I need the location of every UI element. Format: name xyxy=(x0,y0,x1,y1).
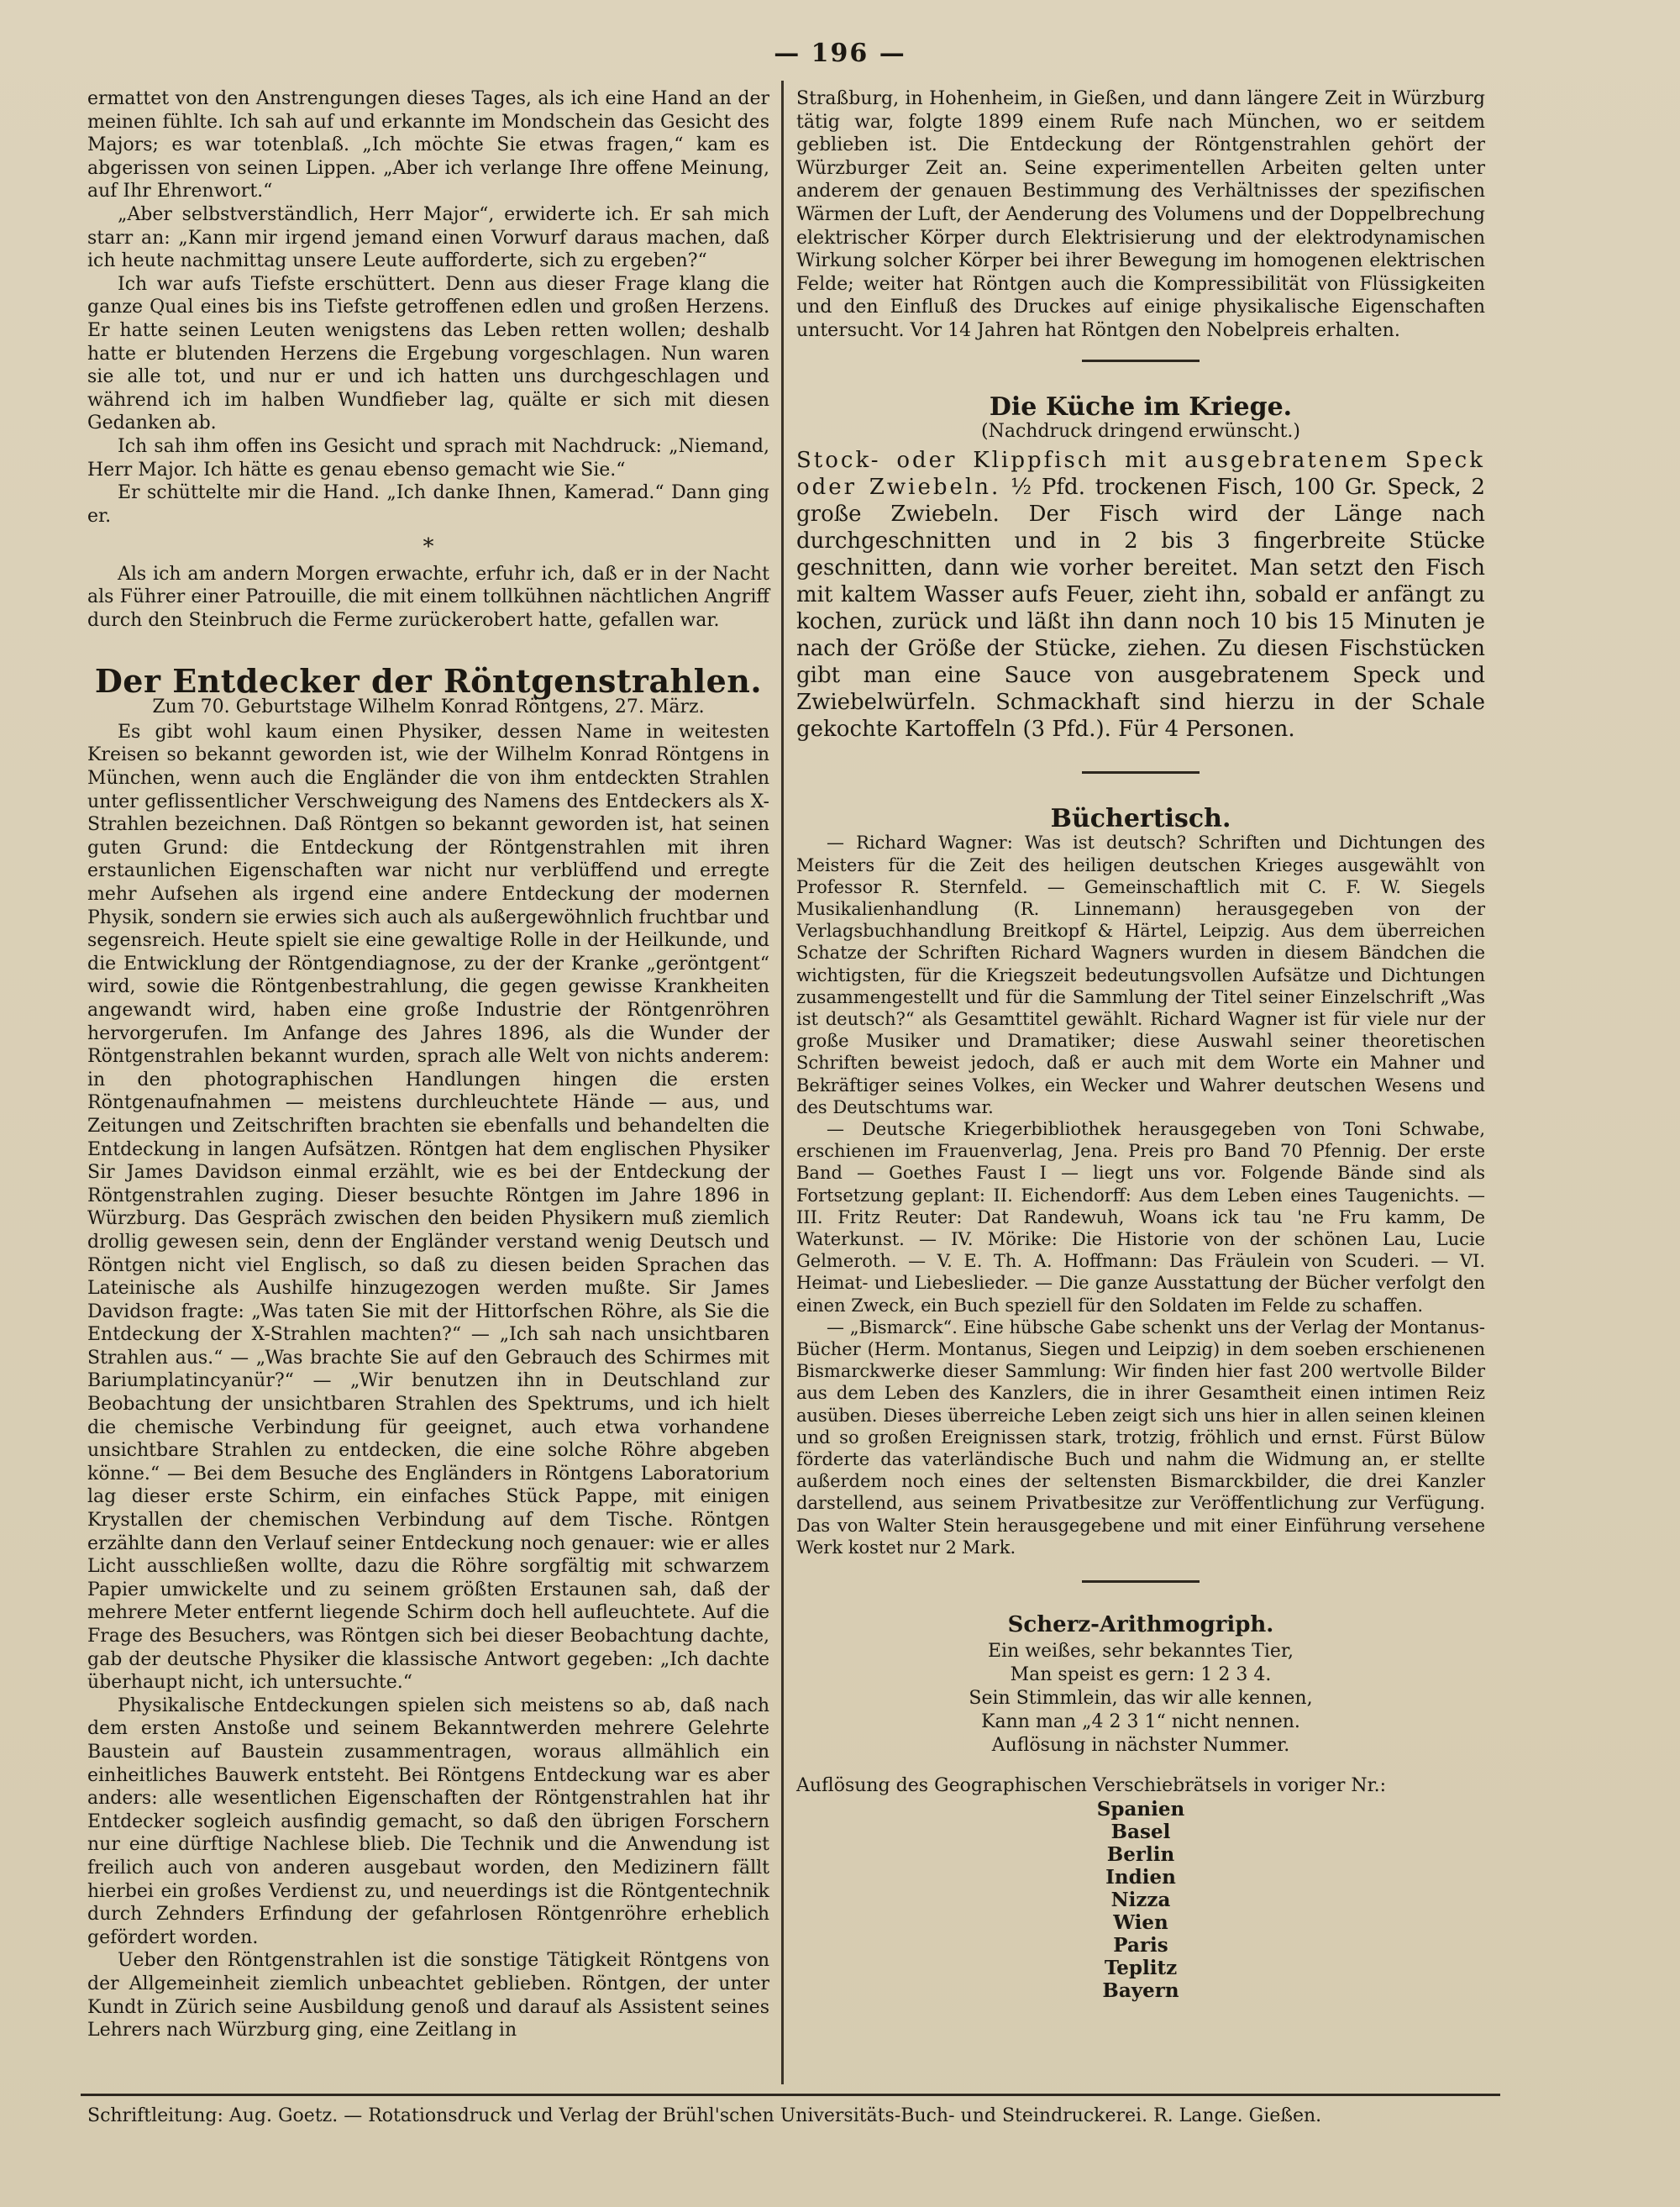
left-column xyxy=(87,87,769,2042)
right-column xyxy=(796,87,1485,2002)
puzzle-section xyxy=(796,1613,1485,1758)
story-paragraph: Er schüttelte mir die Hand. „Ich danke Ihnen, Kamerad.“ Dann ging er. xyxy=(87,482,769,527)
books-section xyxy=(796,832,1485,1558)
article-paragraph: Ueber den Röntgenstrahlen ist die sonstige Tätigkeit Röntgens von der Allgemeinheit ziemlich unbeachtet geblieben. Röntgen, der unter Kundt in Zürich seine Ausbildung genoß und darauf als Assistent seines Lehrers nach Würzburg ging, eine Zeitlang in xyxy=(87,1950,769,2041)
solution-word: Spanien xyxy=(1096,1797,1185,1821)
book-review: — Richard Wagner: Was ist deutsch? Schriften und Dichtungen des Meisters für die Zeit des heiligen deutschen Krieges ausgewählt von Professor R. Sternfeld. — Gemeinschaftlich mit C. F. W. Siegels Musikalienhandlung (R. Linnemann) herausgegeben von der Verlagsbuchhandlung Breitkopf & Härtel, Leipzig. Aus dem überreichen Schatze der Schriften Richard Wagners wurden in diesem Bändchen die wichtigsten, für die Kriegszeit bedeutungsvollen Aufsätze und Dichtungen zusammengestellt und für die Sammlung der Titel seiner Einzelschrift „Was ist deutsch?“ als Gesamttitel gewählt. Richard Wagner ist für viele nur der große Musiker und Dramatiker; diese Auswahl seiner theoretischen Schriften beweist jedoch, daß er auch mit dem Worte ein Mahner und Bekräftiger seines Volkes, ein Wecker und Wahrer deutschen Wesens und des Deutschtums war. xyxy=(796,833,1485,1117)
article-continued: Straßburg, in Hohenheim, in Gießen, und dann längere Zeit in Würzburg tätig war, folgte 1899 einem Rufe nach München, wo er seitdem geblieben ist. Die Entdeckung der Röntgenstrahlen gehört der Würzburger Zeit an. Seine experimentellen Arbeiten gelten unter anderem der genauen Bestimmung des Verhältnisses der spezifischen Wärmen der Luft, der Aenderung des Volumens und der Doppelbrechung elektrischer Körper durch Elektrisierung und der elektrodynamischen Wirkung solcher Körper bei ihrer Bewegung im homogenen elektrischen Felde; weiter hat Röntgen auch die Kompressibilität von Flüssigkeiten und den Einfluß des Druckes auf einige physikalische Eigenschaften untersucht. Vor 14 Jahren hat Röntgen den Nobelpreis erhalten. xyxy=(796,88,1485,341)
imprint-footer: Schriftleitung: Aug. Goetz. — Rotationsdruck und Verlag der Brühl'schen Universitäts-Buch- und Steindruckerei. R. Lange. Gießen. xyxy=(87,2105,1322,2126)
puzzle-line: Auflösung in nächster Nummer. xyxy=(991,1735,1290,1757)
recipe-block xyxy=(796,447,1485,743)
story-paragraph: ermattet von den Anstrengungen dieses Tages, als ich eine Hand an der meinen fühlte. Ich sah auf und erkannte im Mondschein das Gesicht des Majors; es war totenblaß. „Ich möchte Sie etwas fragen,“ kam es abgerissen von seinen Lippen. „Aber ich verlange Ihre offene Meinung, auf Ihr Ehrenwort.“ xyxy=(87,88,769,202)
story-end: Als ich am andern Morgen erwachte, erfuhr ich, daß er in der Nacht als Führer einer Patrouille, die mit einem tollkühnen nächtlichen Angriff durch den Steinbruch die Ferme zurückerobert hatte, gefallen war. xyxy=(87,563,769,632)
footer-rule xyxy=(81,2094,1500,2096)
article-subtitle: Zum 70. Geburtstage Wilhelm Konrad Röntgens, 27. März. xyxy=(152,696,705,718)
puzzle-title: Scherz-Arithmogriph. xyxy=(1007,1612,1274,1638)
solution-word: Indien xyxy=(1105,1865,1176,1889)
solution-word: Berlin xyxy=(1106,1842,1175,1866)
book-review: — „Bismarck“. Eine hübsche Gabe schenkt uns der Verlag der Montanus-Bücher (Herm. Montanus, Siegen und Leipzig) in dem soeben erschienenen Bismarckwerke dieser Sammlung: Wir finden hier fast 200 wertvolle Bilder aus dem Leben des Kanzlers, die in ihrer Gesamtheit einen intimen Reiz ausüben. Dieses überreiche Leben zeigt sich uns hier in allen seinen kleinen und so großen Ereignissen stark, trotzig, fröhlich und ernst. Fürst Bülow förderte das vaterländische Buch und nahm die Widmung an, er stellte außerdem noch eines der seltensten Bismarckbilder, die drei Kanzler darstellend, aus seinem Privatbesitze zur Veröffentlichung zur Verfügung. Das von Walter Stein herausgegebene und mit einer Einführung versehene Werk kostet nur 2 Mark. xyxy=(796,1316,1485,1558)
puzzle-line: Sein Stimmlein, das wir alle kennen, xyxy=(969,1688,1313,1710)
solution-word: Teplitz xyxy=(1104,1956,1178,1979)
solution-word: Nizza xyxy=(1110,1888,1171,1911)
page-number: — 196 — xyxy=(774,39,906,68)
solution-word: Wien xyxy=(1113,1910,1168,1934)
recipe-text: ½ Pfd. trockenen Fisch, 100 Gr. Speck, 2 große Zwiebeln. Der Fisch wird der Länge nach durchgeschnitten und in 2 bis 3 fingerbreite Stücke geschnitten, dann wie vorher bereitet. Man setzt den Fisch mit kaltem Wasser aufs Feuer, zieht ihn, sobald er anfängt zu kochen, zurück und läßt ihn dann noch 10 bis 15 Minuten je nach der Größe der Stücke, ziehen. Zu diesen Fischstücken gibt man eine Sauce von ausgebratenem Speck und Zwiebelwürfeln. Schmackhaft sind hierzu in der Schale gekochte Kartoffeln (3 Pfd.). Für 4 Personen. xyxy=(796,474,1485,742)
solution-word: Basel xyxy=(1110,1820,1171,1843)
section-rule xyxy=(1082,360,1200,362)
kitchen-title: Die Küche im Kriege. xyxy=(989,391,1293,422)
story-paragraph: „Aber selbstverständlich, Herr Major“, erwiderte ich. Er sah mich starr an: „Kann mir irgend jemand einen Vorwurf daraus machen, daß ich heute nachmittag unsere Leute aufforderte, sich zu ergeben?“ xyxy=(87,203,769,272)
solution-word: Paris xyxy=(1113,1933,1168,1957)
section-rule xyxy=(1082,1580,1200,1583)
article-title: Der Entdecker der Röntgenstrahlen. xyxy=(94,661,763,700)
solution-list xyxy=(796,1798,1485,2002)
kitchen-note: (Nachdruck dringend erwünscht.) xyxy=(981,421,1300,443)
column-divider xyxy=(781,81,784,2084)
recipe-dish: Stock- oder Klippfisch mit ausgebratenem Speck oder Zwiebeln. xyxy=(796,447,1485,500)
section-rule xyxy=(1082,771,1200,774)
puzzle-line: Man speist es gern: 1 2 3 4. xyxy=(1010,1664,1272,1686)
article-paragraph: Physikalische Entdeckungen spielen sich meistens so ab, daß nach dem ersten Anstoße und seinem Bekanntwerden mehrere Gelehrte Baustein auf Baustein zusammentragen, woraus allmählich ein einheitliches Bauwerk entsteht. Bei Röntgens Entdeckung war es aber anders: alle wesentlichen Eigenschaften der Röntgenstrahlen hat ihr Entdecker sogleich ausfindig gemacht, so daß den übrigen Forschern nur eine dürftige Nachlese blieb. Die Technik und die Anwendung ist freilich auch von anderen ausgebaut worden, den Medizinern fällt hierbei ein großes Verdienst zu, und neuerdings ist die Röntgentechnik durch Zehnders Erfindung der gefahrlosen Röntgenröhre erheblich gefördert worden. xyxy=(87,1695,769,1948)
story-paragraph: Ich war aufs Tiefste erschüttert. Denn aus dieser Frage klang die ganze Qual eines bis ins Tiefste getroffenen edlen und großen Herzens. Er hatte seinen Leuten wenigstens das Leben retten wollen; deshalb hatte er blutenden Herzens die Ergebung vorgeschlagen. Nun waren sie alle tot, und nur er und ich hatten uns durchgeschlagen und während ich im halben Wundfieber lag, quälte er sich mit diesen Gedanken ab. xyxy=(87,273,769,434)
puzzle-line: Ein weißes, sehr bekanntes Tier, xyxy=(988,1641,1294,1663)
story-paragraph: Ich sah ihm offen ins Gesicht und sprach mit Nachdruck: „Niemand, Herr Major. Ich hätte es genau ebenso gemacht wie Sie.“ xyxy=(87,435,769,481)
solution-word: Bayern xyxy=(1102,1978,1179,2002)
section-separator: * xyxy=(423,534,434,560)
puzzle-line: Kann man „4 2 3 1“ nicht nennen. xyxy=(981,1711,1300,1733)
book-review: — Deutsche Kriegerbibliothek herausgegeben von Toni Schwabe, erschienen im Frauenverlag, Jena. Preis pro Band 70 Pfennig. Der erste Band — Goethes Faust I — liegt uns vor. Folgende Bände sind als Fortsetzung geplant: II. Eichendorff: Aus dem Leben eines Taugenichts. — III. Fritz Reuter: Dat Randewuh, Woans ick tau 'ne Fru kamm, De Waterkunst. — IV. Mörike: Die Historie von der schönen Lau, Lucie Gelmeroth. — V. E. Th. A. Hoffmann: Das Fräulein von Scuderi. — VI. Heimat- und Liebeslieder. — Die ganze Ausstattung der Bücher verfolgt den einen Zweck, ein Buch speziell für den Soldaten im Felde zu schaffen. xyxy=(796,1118,1485,1316)
article-paragraph: Es gibt wohl kaum einen Physiker, dessen Name in weitesten Kreisen so bekannt geworden ist, wie der Wilhelm Konrad Röntgens in München, wenn auch die Engländer die von ihm entdeckten Strahlen unter geflissentlicher Verschweigung des Namens des Entdeckers als X-Strahlen bezeichnen. Daß Röntgen so bekannt geworden ist, hat seinen guten Grund: die Entdeckung der Röntgenstrahlen mit ihren erstaunlichen Eigenschaften war nicht nur verblüffend und erregte mehr Aufsehen als irgend eine andere Entdeckung der modernen Physik, sondern sie erwies sich auch als außergewöhnlich fruchtbar und segensreich. Heute spielt sie eine gewaltige Rolle in der Heilkunde, und die Entwicklung der Röntgendiagnose, zu der der Kranke „geröntgent“ wird, sowie die Röntgenbestrahlung, die gegen gewisse Krankheiten angewandt wird, haben eine große Industrie der Röntgenröhren hervorgerufen. Im Anfange des Jahres 1896, als die Wunder der Röntgenstrahlen bekannt wurden, sprach alle Welt von nichts anderem: in den photographischen Handlungen hingen die ersten Röntgenaufnahmen — meistens durchleuchtete Hände — aus, und Zeitungen und Zeitschriften brachten sie ebenfalls und behandelten die Entdeckung in langen Aufsätzen. Röntgen hat dem englischen Physiker Sir James Davidson einmal erzählt, wie es bei der Entdeckung der Röntgenstrahlen zuging. Dieser besuchte Röntgen im Jahre 1896 in Würzburg. Das Gespräch zwischen den beiden Physikern muß ziemlich drollig gewesen sein, denn der Engländer verstand wenig Deutsch und Röntgen nicht viel Englisch, so daß zu diesen beiden Sprachen das Lateinische als Aushilfe hinzugezogen werden mußte. Sir James Davidson fragte: „Was taten Sie mit der Hittorfschen Röhre, als Sie die Entdeckung der X-Strahlen machten?“ — „Ich sah nach unsichtbaren Strahlen aus.“ — „Was brachte Sie auf den Gebrauch des Schirmes mit Bariumplatincyanür?“ — „Wir benutzen ihn in Deutschland zur Beobachtung der unsichtbaren Strahlen des Spektrums, und ich hielt die chemische Verbindung für geeignet, auch etwa vorhandene unsichtbare Strahlen zu entdecken, die eine solche Röhre abgeben könne.“ — Bei dem Besuche des Engländers in Röntgens Laboratorium lag dieser erste Schirm, ein einfaches Stück Pappe, mit einigen Krystallen der chemischen Verbindung auf dem Tische. Röntgen erzählte dann den Verlauf seiner Entdeckung noch genauer: wie er alles Licht ausschließen wollte, dazu die Röhre sorgfältig mit schwarzem Papier umwickelte und zu seinem größten Erstaunen sah, daß der mehrere Meter entfernt liegende Schirm doch hell aufleuchtete. Auf die Frage des Besuchers, was Röntgen sich bei dieser Beobachtung dachte, gab der deutsche Physiker die klassische Antwort gegeben: „Ich dachte überhaupt nicht, ich untersuchte.“ xyxy=(87,721,769,1694)
books-title: Büchertisch. xyxy=(1050,803,1231,833)
solution-title: Auflösung des Geographischen Verschiebrätsels in voriger Nr.: xyxy=(796,1775,1387,1797)
